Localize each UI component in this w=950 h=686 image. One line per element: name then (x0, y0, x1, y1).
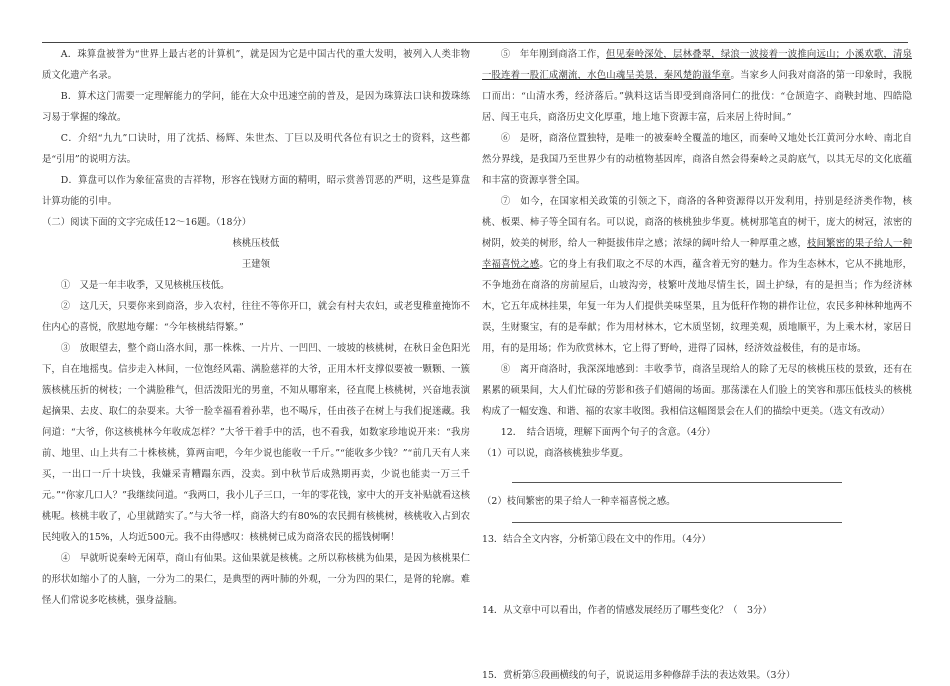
paragraph-7 (482, 191, 912, 359)
question-13: 13．结合全文内容，分析第①段在文中的作用。（4分） (482, 534, 711, 545)
article-author: 王建领 (241, 259, 271, 270)
paragraph-4: ④ 早就听说秦岭无闲草，商山有仙果。这仙果就是核桃。之所以称核桃为仙果，是因为核桃果仁的形状如缩小了的人脑，一分为二的果仁，是典型的两叶肺的外观，一分为四的果仁，是肾的轮廓。难怪人们常说多吃核桃，强身益脑。 (42, 553, 470, 606)
answer-space-14[interactable] (482, 621, 912, 665)
question-14: 14．从文章中可以看出，作者的情感发展经历了哪些变化？（ 3分） (482, 605, 772, 616)
section-heading: （二）阅读下面的文字完成任12～16题。（18分） (42, 217, 252, 228)
paragraph-6: ⑥ 是呀，商洛位置独特，是唯一的被秦岭全覆盖的地区，而秦岭又地处长江黄河分水岭、南北自然分界线，是我国乃至世界少有的动植物基因库，商洛自然会得秦岭之灵韵底气，以其无尽的文化底蕴和丰富的资源享誉全国。 (482, 133, 912, 186)
paragraph-7-start: ⑦ 如今，在国家相关政策的引领之下，商洛的各种资源得以开发利用，持别是经济类作物，核桃、板栗、柿子等全国有名。可以说，商洛的核桃独步华夏。桃树那笔直的树干，庞大的树冠，浓密的树阴，姣美的树形，给人一种挺拔伟岸之感；浓绿的阔叶给人一种厚重之感， (482, 196, 912, 249)
paragraph-5 (482, 44, 912, 128)
left-column (42, 44, 470, 611)
option-d: D．算盘可以作为象征富贵的吉祥物，形容在钱财方面的精明，昭示赏善罚恶的严明，这些是算盘计算功能的引申。 (42, 175, 470, 207)
question-12-part-1: （1）可以说，商洛核桃独步华夏。 (482, 448, 629, 459)
paragraph-2: ② 这几天，只要你来到商洛，步入农村，往往不等你开口，就会有村夫农妇，或老叟稚童掩饰不住内心的喜悦，欣慰地夸耀：“今年核桃结得繁。” (42, 301, 470, 333)
option-c: C．介绍“九九”口诀时，用了沈括、杨辉、朱世杰、丁巨以及明代各位有识之士的资料，这些都是“引用”的说明方法。 (42, 133, 470, 165)
paragraph-1: ① 又是一年丰收季，又见核桃压枝低。 (60, 280, 230, 291)
top-rule (42, 42, 908, 43)
right-column (482, 44, 912, 686)
paragraph-7-end: 。它的身上有我们取之不尽的木西，蕴含着无穷的魅力。作为生态林木，它从不挑地形，不争地劲在商洛的房前屋后，山坡沟旁，枝繁叶茂地尽情生长，固土护绿，有的是担当；作为经济林木，它五年成林挂果，年复一年为人们提供美味坚果，且为低秆作物的耕作让位，农民多种林种地两不误，生财聚宝，有的是奉献；作为用材林木，它木质坚韧，纹理美观，质地顺平，为上乘木材，家居日用，有的是用场；作为欣赏林木，它上得了野岭，进得了园林，经济效益极佳，有的是市场。 (482, 259, 912, 354)
option-b: B．算术这门需要一定理解能力的学问，能在大众中迅速空前的普及，是因为珠算法口诀和拨珠练习易于掌握的缘故。 (42, 91, 470, 123)
paragraph-7-underlined: 枝间繁密的果子给人一种幸福喜悦之感 (482, 238, 912, 270)
question-12-part-2: （2）枝间繁密的果子给人一种幸福喜悦之感。 (482, 496, 676, 507)
paragraph-5-end: 。当家乡人问我对商洛的第一印象时，我脱口而出：“山清水秀，经济落后。”孰料这话当即受到商洛同仁的批伐：“仓颉造字、商鞅封地、四皓隐居、闯王屯兵，商洛历史文化厚重，地上地下资源丰富，后来居上待时间。” (482, 70, 912, 123)
question-15: 15．赏析第⑤段画横线的句子，说说运用多种修辞手法的表达效果。（3分） (482, 670, 796, 681)
article-title: 核桃压枝低 (232, 238, 280, 249)
paragraph-8: ⑧ 离开商洛时，我深深地感到：丰收季节，商洛呈现给人的除了无尽的核桃压枝的景致，还有在累累的硕果间，大人们忙碌的劳影和孩子们嬉闹的场面。那荡漾在人们脸上的笑容和那压低枝头的核桃构成了一幅安逸、和谐、福的农家丰收图。我相信这幅图景会在人们的描绘中更美。（选文有改动） (482, 364, 912, 417)
paragraph-5-underlined: 但见秦岭深处，层林叠翠，绿浪一波接着一波推向远山；小溪欢歌，清泉一股连着一股汇成潮流，水色山魂呈美景，秦风楚韵溢华章 (482, 49, 912, 81)
paragraph-3: ③ 放眼望去，整个商山洛水间，那一株株、一片片、一凹凹、一坡坡的核桃树，在秋日金色阳光下，自在地摇曳。信步走入林间，一位饱经风霜、满脸慈祥的大爷，正用木杆支撑似要被一颗颗、一簇簇核桃压折的树枝；一个满脸稚气，但活泼阳光的男童，不知从哪窜来，径直爬上核桃树，兴奋地表演起摘果、去皮、取仁的杂耍来。大爷一脸幸福看着孙辈，也不喝斥，任由孩子在树上与我们捉迷藏。我问道：“大爷，你这核桃林今年收成怎样？”大爷干着手中的活，也不看我，如数家珍地说开来：“我房前、地里、山上共有二十株核桃，算两亩吧，今年少说也能收一千斤。”“能收多少钱？”“前几天有人来买，一出口一斤十块钱，我嫌采青糟蹋东西，没卖。到中秋节后成熟期再卖，少说也能卖一万三千元。”“你家几口人？”我继续问道。“我两口，我小儿子三口，一年的零花钱，家中大的开支补贴就看这核桃呢。核桃丰收了，心里就踏实了。”与大爷一样，商洛大约有80%的农民拥有核桃树，核桃收入占到农民纯收入的15%，人均近500元。我不由得感叹：核桃树已成为商洛农民的摇钱树啊！ (42, 343, 470, 543)
option-a: A．珠算盘被誉为“世界上最古老的计算机”，就是因为它是中国古代的重大发明，被列入人类非物质文化遗产名录。 (42, 49, 470, 81)
paragraph-5-start: ⑤ 年年刚到商洛工作， (500, 49, 607, 60)
answer-space-13[interactable] (482, 550, 912, 600)
question-12: 12． 结合语境，理解下面两个句子的含意。（4分） (500, 427, 716, 438)
